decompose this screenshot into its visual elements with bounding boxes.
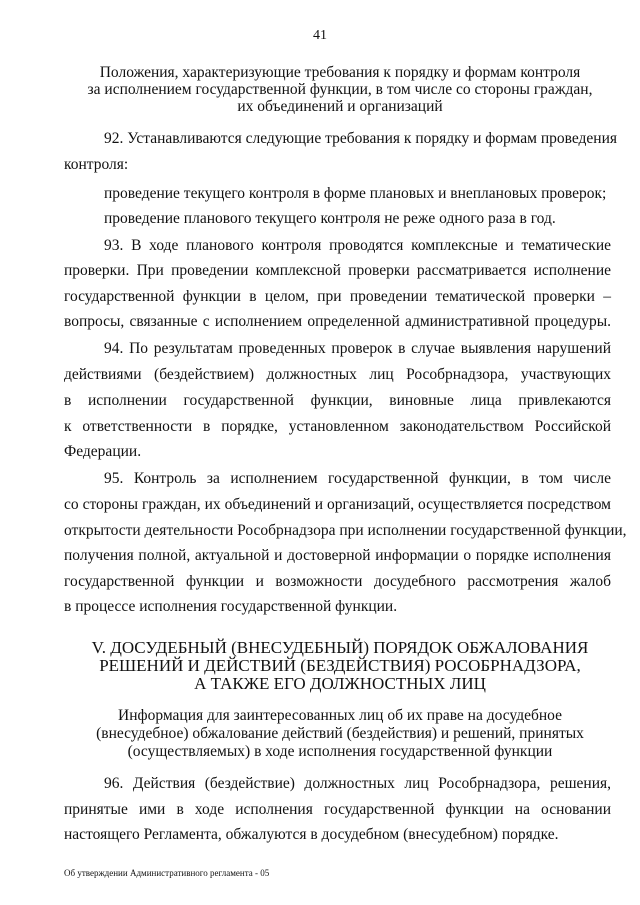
paragraph-96-line: настоящего Регламента, обжалуются в досудебном (внесудебном) порядке. — [64, 826, 559, 843]
page-number: 41 — [313, 28, 327, 43]
section-v-title-line: V. ДОСУДЕБНЫЙ (ВНЕСУДЕБНЫЙ) ПОРЯДОК ОБЖАЛОВАНИЯ — [91, 638, 589, 657]
subheading-line: Информация для заинтересованных лиц об их праве на досудебное — [118, 707, 562, 724]
paragraph-94-line: 94. По результатам проведенных проверок в случае выявления нарушений — [104, 340, 611, 357]
paragraph-96-line: 96. Действия (бездействие) должностных лиц Рособрнадзора, решения, — [104, 775, 611, 792]
paragraph-93-line: вопросы, связанные с исполнением определенной административной процедуры. — [64, 313, 611, 330]
paragraph-92-line: проведение текущего контроля в форме плановых и внеплановых проверок; — [104, 185, 607, 202]
paragraph-93-line: 93. В ходе планового контроля проводятся комплексные и тематические — [104, 237, 611, 254]
paragraph-95-line: 95. Контроль за исполнением государственной функции, в том числе — [104, 470, 611, 487]
paragraph-93-line: проверки. При проведении комплексной проверки рассматривается исполнение — [64, 262, 611, 279]
paragraph-95-line: государственной функции и возможности досудебного рассмотрения жалоб — [64, 573, 611, 590]
paragraph-95-line: со стороны граждан, их объединений и организаций, осуществляется посредством — [64, 496, 611, 513]
paragraph-95-line: получения полной, актуальной и достоверной информации о порядке исполнения — [64, 547, 611, 564]
paragraph-94-line: Федерации. — [64, 443, 142, 460]
section-heading-line: Положения, характеризующие требования к порядку и формам контроля — [99, 64, 581, 81]
section-v-title-line: РЕШЕНИЙ И ДЕЙСТВИЙ (БЕЗДЕЙСТВИЯ) РОСОБРНАДЗОРА, — [99, 656, 581, 675]
paragraph-96-line: принятые ими в ходе исполнения государственной функции на основании — [64, 801, 611, 818]
paragraph-94-line: действиями (бездействием) должностных лиц Рособрнадзора, участвующих — [64, 366, 611, 383]
footer-note: Об утверждении Административного регламента - 05 — [64, 868, 270, 878]
paragraph-92-line: контроля: — [64, 156, 129, 173]
paragraph-95-line: открытости деятельности Рособрнадзора при исполнении государственной функции, — [64, 522, 627, 539]
section-heading-line: за исполнением государственной функции, в том числе со стороны граждан, — [87, 81, 593, 98]
paragraph-94-line: к ответственности в порядке, установленном законодательством Российской — [64, 418, 611, 435]
paragraph-92-line: проведение планового текущего контроля не реже одного раза в год. — [104, 210, 556, 227]
section-v-title-line: А ТАКЖЕ ЕГО ДОЛЖНОСТНЫХ ЛИЦ — [194, 674, 486, 693]
paragraph-92-line: 92. Устанавливаются следующие требования к порядку и формам проведения — [104, 130, 618, 147]
subheading-line: (внесудебное) обжалование действий (бездействия) и решений, принятых — [96, 725, 584, 742]
section-heading-line: их объединений и организаций — [237, 98, 443, 115]
paragraph-95-line: в процессе исполнения государственной функции. — [64, 598, 398, 615]
paragraph-94-line: в исполнении государственной функции, виновные лица привлекаются — [64, 392, 611, 409]
subheading-line: (осуществляемых) в ходе исполнения государственной функции — [127, 743, 553, 760]
paragraph-93-line: государственной функции в целом, при проведении тематической проверки – — [64, 288, 611, 305]
